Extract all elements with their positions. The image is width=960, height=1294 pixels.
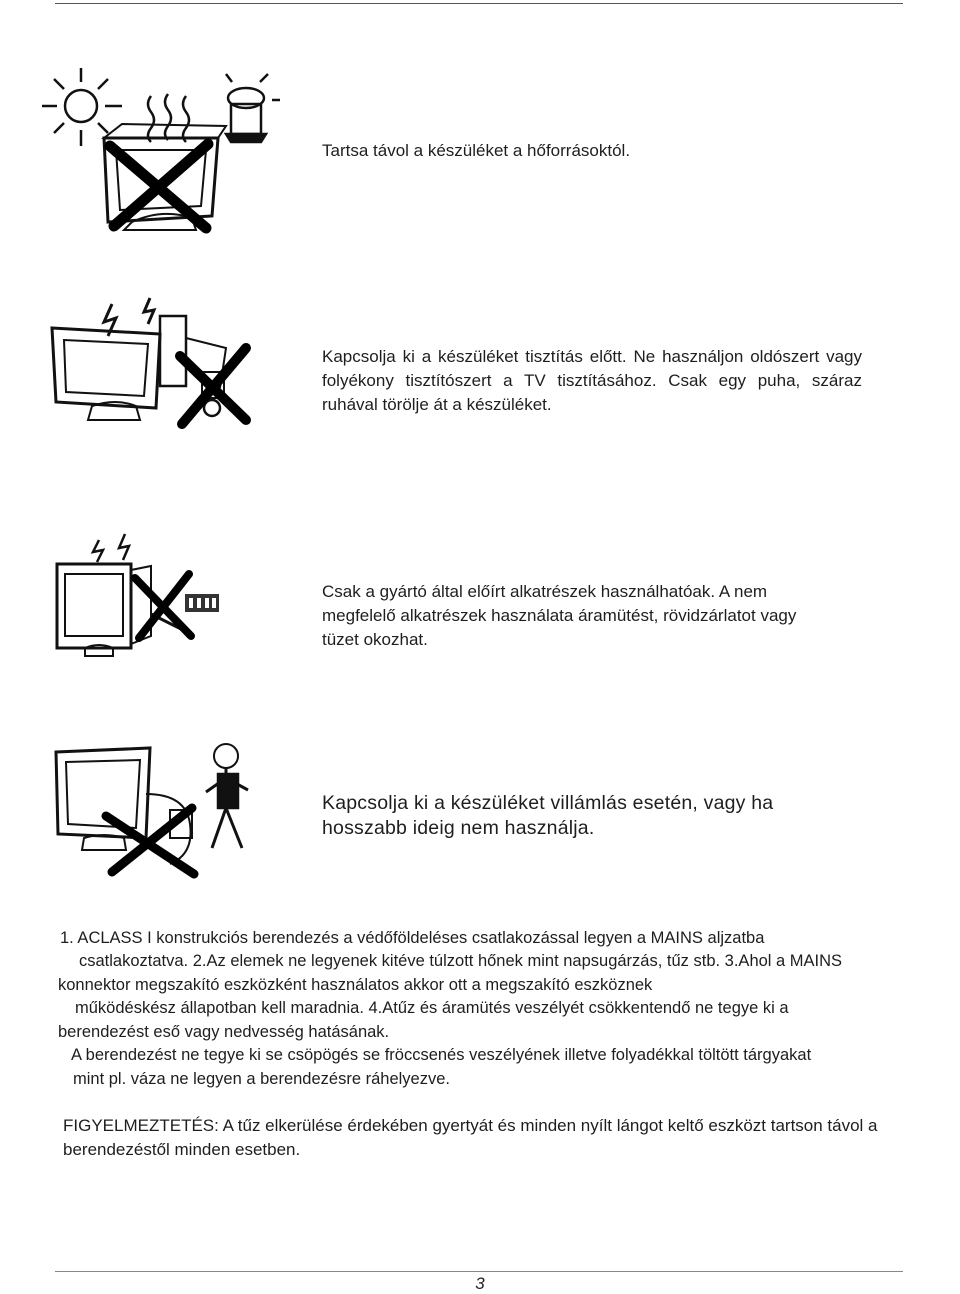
sun-icon (65, 90, 97, 122)
heat-source-warning-icon (36, 66, 286, 236)
instruction-line: működéskész állapotban kell maradnia. 4.Atűz és áramütés veszélyét csökkentendő ne tegye ki a (75, 999, 789, 1017)
unplug-before-cleaning-icon (52, 298, 262, 433)
caption-parts: Csak a gyártó által előírt alkatrészek használhatóak. A nem megfelelő alkatrészek használata áramütést, rövidzárlatot vagy tüzet okozhat. (322, 582, 797, 649)
instruction-line: 1. ACLASS I konstrukciós berendezés a védőföldeléses csatlakozással legyen a MAINS aljzatba (60, 929, 765, 947)
instruction-line: csatlakoztatva. 2.Az elemek ne legyenek kitéve túlzott hőnek mint napsugárzás, tűz stb. 3.Ahol a MAINS (79, 952, 843, 970)
caption-lightning: Kapcsolja ki a készüléket villámlás esetén, vagy ha hosszabb ideig nem használja. (322, 792, 774, 839)
page-number: 3 (475, 1274, 485, 1293)
person-figure (214, 744, 238, 768)
bottom-rule (55, 1271, 903, 1272)
instruction-line: konnektor megszakító eszközként használatos akkor ott a megszakító eszköznek (58, 976, 653, 994)
instruction-line: mint pl. váza ne legyen a berendezésre ráhelyezve. (73, 1070, 450, 1088)
instruction-line: A berendezést ne tegye ki se csöpögés se fröccsenés veszélyének illetve folyadékkal töltött tárgyakat (71, 1046, 812, 1064)
warning-line: FIGYELMEZTETÉS: A tűz elkerülése érdekében gyertyát és minden nyílt lángot keltő eszközt tartson távol a (63, 1116, 878, 1135)
top-rule (55, 3, 903, 4)
replacement-parts-warning-icon (55, 534, 230, 662)
instruction-line: berendezést eső vagy nedvesség hatásának. (58, 1023, 390, 1041)
caption-cleaning: Kapcsolja ki a készüléket tisztítás előtt. Ne használjon oldószert vagy folyékony tisztítószert a TV tisztításához. Csak egy puha, száraz ruhával törölje át a készüléket. (322, 347, 862, 414)
warning-line: berendezéstől minden esetben. (63, 1140, 301, 1159)
lightning-unplug-icon (54, 734, 274, 879)
caption-heat: Tartsa távol a készüléket a hőforrásoktól. (322, 141, 631, 160)
